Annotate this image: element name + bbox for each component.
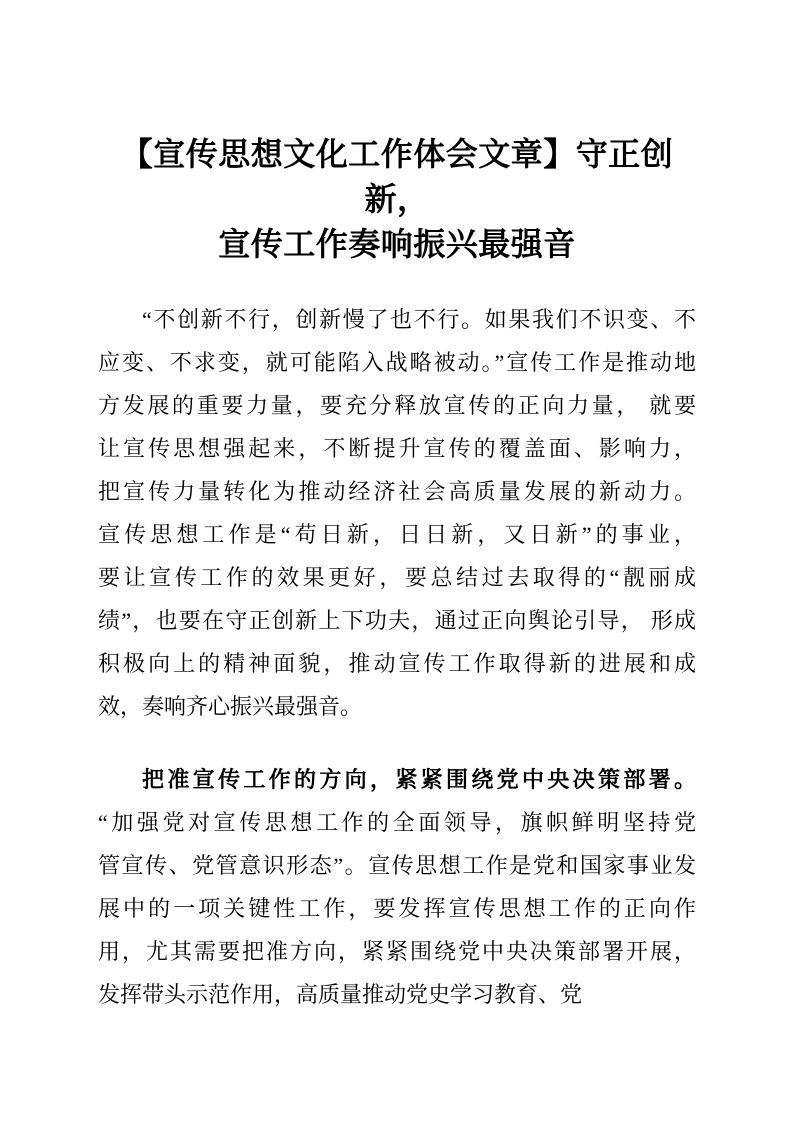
text-line: 绩”，也要在守正创新上下功夫，通过正向舆论引导， 形成 — [98, 608, 696, 633]
paragraph-intro — [98, 298, 696, 728]
text-line: 管宣传、党管意识形态”。宣传思想工作是党和国家事业发 — [98, 853, 696, 878]
text-line: 积极向上的精神面貌，推动宣传工作取得新的进展和成 — [98, 651, 696, 676]
title-line-2: 宣传工作奏响振兴最强音 — [218, 226, 576, 262]
text-line: 展中的一项关键性工作，要发挥宣传思想工作的正向作 — [98, 896, 696, 921]
text-line: 方发展的重要力量，要充分释放宣传的正向力量， 就要 — [98, 393, 696, 418]
text-line: 要让宣传工作的效果更好，要总结过去取得的“靓丽成 — [98, 565, 696, 590]
title-line-1: 【宣传思想文化工作体会文章】守正创新， — [120, 136, 674, 217]
text-line: 让宣传思想强起来，不断提升宣传的覆盖面、影响力， — [98, 436, 696, 461]
text-line: “不创新不行，创新慢了也不行。如果我们不识变、不 — [142, 307, 696, 332]
paragraph-direction — [98, 758, 696, 1016]
text-line: 用，尤其需要把准方向，紧紧围绕党中央决策部署开展， — [98, 939, 696, 964]
text-line: 效，奏响齐心振兴最强音。 — [98, 694, 363, 719]
document-title — [98, 132, 696, 267]
text-line: 把准宣传工作的方向，紧紧围绕党中央决策部署。 — [142, 767, 696, 792]
text-line: 宣传思想工作是“苟日新，日日新，又日新”的事业， — [98, 522, 696, 547]
text-line: 发挥带头示范作用，高质量推动党史学习教育、党 — [98, 982, 583, 1007]
document-content — [0, 132, 794, 1016]
text-line: 应变、不求变，就可能陷入战略被动。”宣传工作是推动地 — [98, 350, 696, 375]
text-line: “加强党对宣传思想工作的全面领导，旗帜鲜明坚持党 — [98, 810, 696, 835]
text-line: 把宣传力量转化为推动经济社会高质量发展的新动力。 — [98, 479, 696, 504]
